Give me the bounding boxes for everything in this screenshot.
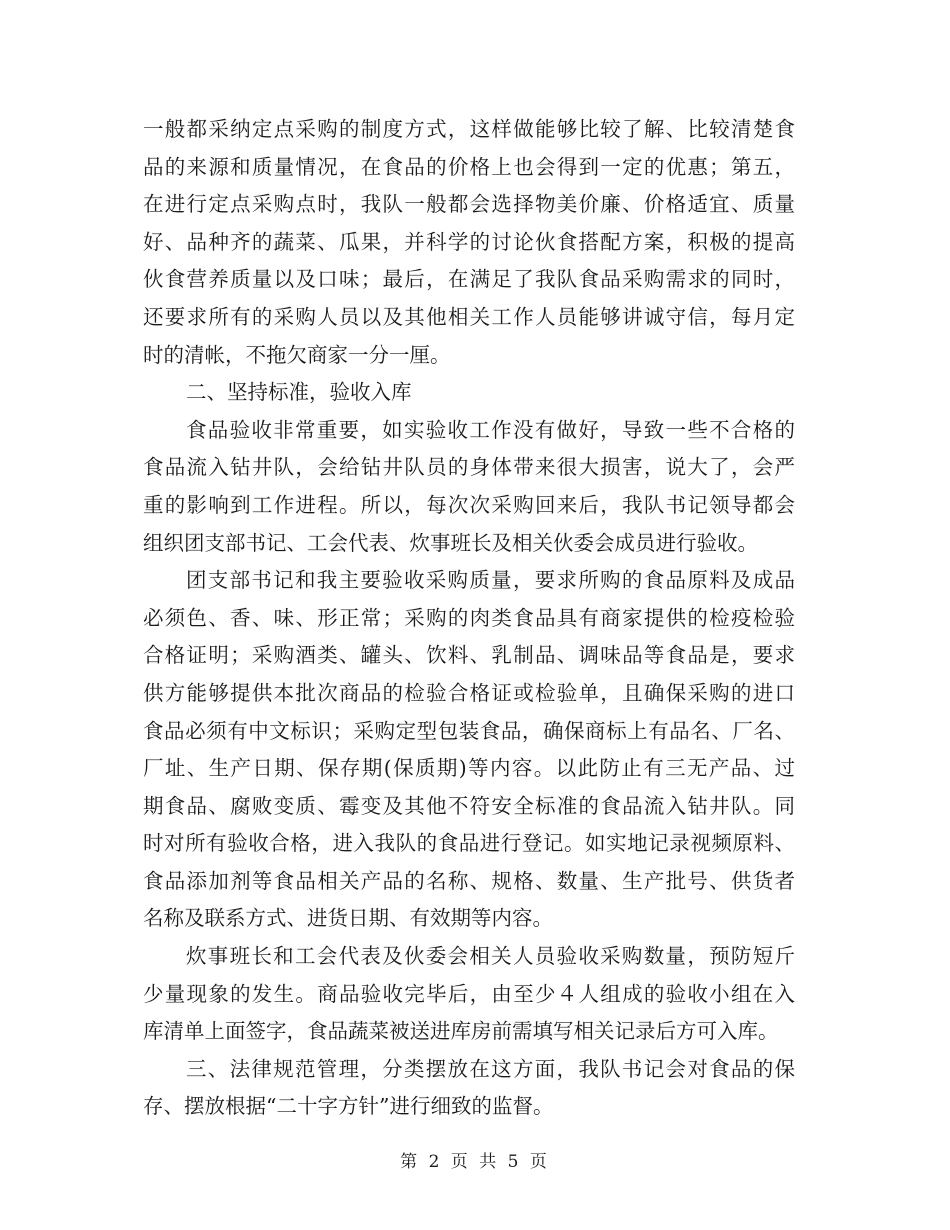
page-content <box>143 111 795 1126</box>
text-line: 必须色、香、味、形正常；采购的肉类食品具有商家提供的检疫检验 <box>143 605 795 630</box>
paragraph-quantity-inspection <box>143 938 795 1051</box>
text-line: 少量现象的发生。商品验收完毕后，由至少４人组成的验收小组在入 <box>143 981 795 1006</box>
text-line: 还要求所有的采购人员以及其他相关工作人员能够讲诚守信，每月定 <box>143 304 795 329</box>
text-line: 一般都采纳定点采购的制度方式，这样做能够比较了解、比较清楚食 <box>143 117 795 141</box>
text-line: 存、摆放根据“二十字方针”进行细致的监督。 <box>143 1094 554 1119</box>
section-heading-text: 二、坚持标准，验收入库 <box>186 380 412 405</box>
text-line: 食品验收非常重要，如实验收工作没有做好，导致一些不合格的 <box>186 417 795 442</box>
text-line: 时对所有验收合格，进入我队的食品进行登记。如实地记录视频原料、 <box>143 831 795 856</box>
text-line: 组织团支部书记、工会代表、炊事班长及相关伙委会成员进行验收。 <box>143 530 758 555</box>
text-line: 好、品种齐的蔬菜、瓜果，并科学的讨论伙食搭配方案，积极的提高 <box>143 229 795 254</box>
text-line: 时的清帐，不拖欠商家一分一厘。 <box>143 342 451 367</box>
text-line: 品的来源和质量情况，在食品的价格上也会得到一定的优惠；第五， <box>143 154 795 179</box>
paragraph-inspection-importance <box>143 412 795 562</box>
text-line: 重的影响到工作进程。所以，每次次采购回来后，我队书记领导都会 <box>143 492 795 517</box>
page-number-footer: 第 2 页 共 5 页 <box>400 1152 550 1172</box>
text-line: 食品添加剂等食品相关产品的名称、规格、数量、生产批号、供货者 <box>143 868 795 893</box>
text-line: 厂址、生产日期、保存期(保质期)等内容。以此防止有三无产品、过 <box>143 756 795 781</box>
text-line: 伙食营养质量以及口味；最后，在满足了我队食品采购需求的同时， <box>143 267 795 292</box>
paragraph-procurement-end <box>143 111 795 374</box>
text-line: 合格证明；采购酒类、罐头、饮料、乳制品、调味品等食品是，要求 <box>143 643 795 668</box>
paragraph-quality-inspection <box>143 562 795 938</box>
text-line: 库清单上面签字，食品蔬菜被送进库房前需填写相关记录后方可入库。 <box>143 1019 779 1044</box>
text-line: 炊事班长和工会代表及伙委会相关人员验收采购数量，预防短斤 <box>186 944 795 969</box>
text-line: 期食品、腐败变质、霉变及其他不符安全标准的食品流入钻井队。同 <box>143 793 795 818</box>
text-line: 在进行定点采购点时，我队一般都会选择物美价廉、价格适宜、质量 <box>143 192 795 217</box>
text-line: 三、法律规范管理，分类摆放在这方面，我队书记会对食品的保 <box>186 1056 795 1081</box>
text-line: 食品必须有中文标识；采购定型包装食品，确保商标上有品名、厂名、 <box>143 718 795 743</box>
text-line: 食品流入钻井队，会给钻井队员的身体带来很大损害，说大了，会严 <box>143 455 795 480</box>
text-line: 供方能够提供本批次商品的检验合格证或检验单，且确保采购的进口 <box>143 680 795 705</box>
paragraph-section-3 <box>143 1051 795 1126</box>
text-line: 名称及联系方式、进货日期、有效期等内容。 <box>143 906 553 931</box>
text-line: 团支部书记和我主要验收采购质量，要求所购的食品原料及成品 <box>186 568 795 593</box>
section-heading-2 <box>143 374 795 412</box>
